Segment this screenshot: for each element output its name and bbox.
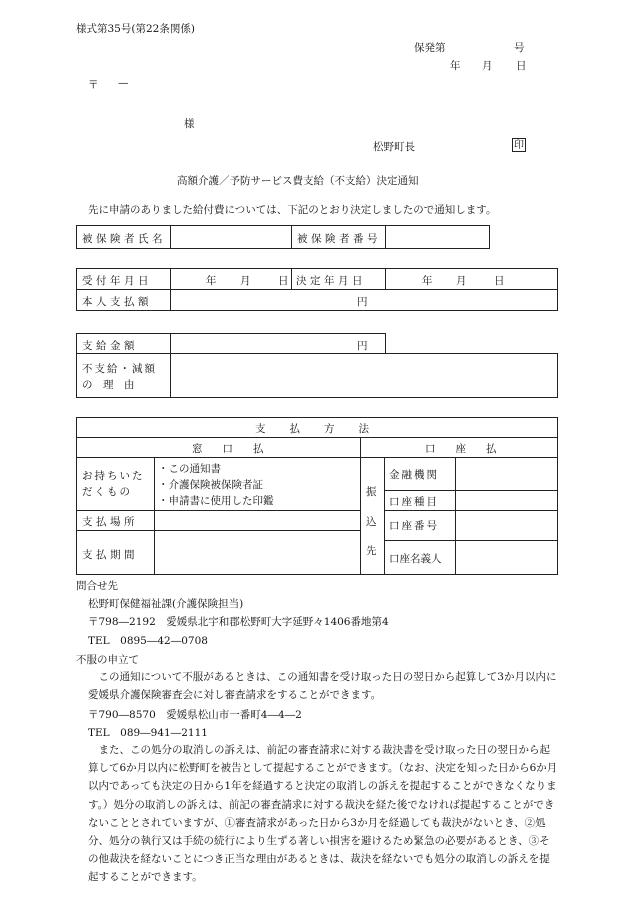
date-year: 年 (450, 60, 461, 72)
intro-text: 先に申請のありました給付費については、下記のとおり決定しましたので通知します。 (88, 204, 497, 216)
payment-place-label: 支払場所 (82, 516, 138, 528)
doc-number-prefix: 保発第 (414, 42, 446, 54)
payment-amount-label: 支給金額 (82, 340, 138, 352)
transfer-char: 振 (366, 486, 377, 498)
required-item: ・この通知書 (158, 463, 221, 475)
account-payment-header: 口座払 (425, 443, 517, 455)
reason-label-line2: の 理 由 (82, 379, 135, 391)
reason-label-line1: 不支給・減額 (82, 363, 157, 375)
seal-mark: 印 (514, 140, 524, 151)
items-label-line2: だくもの (82, 486, 132, 498)
account-number-label: 口座番号 (389, 520, 439, 532)
appeal-tel: TEL 089―941―2111 (88, 727, 208, 739)
appeal-heading: 不服の申立て (76, 654, 139, 666)
postal-dash: — (118, 77, 129, 89)
contact-dept: 松野町保健福祉課(介護保険担当) (88, 598, 244, 610)
contact-heading: 問合せ先 (76, 580, 118, 592)
decision-year: 年 (422, 275, 433, 287)
required-item: ・申請書に使用した印鑑 (158, 495, 274, 507)
required-item: ・介護保険被保険者証 (158, 479, 263, 491)
account-holder-label: 口座名義人 (389, 553, 442, 565)
appeal-address: 〒790―8570 愛媛県松山市一番町4―4―2 (88, 709, 302, 721)
bank-label: 金融機関 (389, 469, 439, 481)
items-label-line1: お持ちいた (82, 470, 145, 482)
doc-number-suffix: 号 (514, 42, 525, 54)
contact-tel: TEL 0895―42―0708 (88, 635, 208, 647)
received-year: 年 (206, 275, 217, 287)
decision-month: 月 (456, 275, 467, 287)
payment-amount-yen: 円 (357, 340, 368, 352)
payment-method-header: 支払方法 (255, 423, 393, 435)
contact-address: 〒798―2192 愛媛県北宇和郡松野町大字延野々1406番地第4 (88, 616, 389, 628)
account-type-label: 口座種目 (389, 496, 439, 508)
received-month: 月 (240, 275, 251, 287)
insured-name-label: 被保険者氏名 (82, 233, 166, 245)
decision-day: 日 (494, 275, 505, 287)
payment-period-label: 支払期間 (82, 549, 138, 561)
insured-number-label: 被保険者番号 (297, 233, 381, 245)
self-paid-yen: 円 (357, 296, 368, 308)
received-date-label: 受付年月日 (82, 275, 152, 287)
issuer: 松野町長 (373, 141, 415, 153)
counter-payment-header: 窓口払 (192, 443, 284, 455)
date-month: 月 (482, 60, 493, 72)
received-day: 日 (278, 275, 289, 287)
addressee-suffix: 様 (184, 118, 195, 130)
decision-date-label: 決定年月日 (296, 275, 366, 287)
self-paid-label: 本人支払額 (82, 296, 152, 308)
transfer-char: 先 (366, 545, 377, 557)
document-title: 高額介護／予防サービス費支給（不支給）決定通知 (177, 175, 419, 187)
form-number: 様式第35号(第22条関係) (76, 23, 195, 35)
transfer-char: 込 (366, 516, 377, 528)
appeal-paragraph-2: また、この処分の取消しの訴えは、前記の審査請求に対する裁決書を受け取った日の翌日から起算して6か月以内に松野町を被告として提起することができます。（なお、決定を知った日から6か月以内であっても決定の日から1年を経過すると決定の取消しの訴えを提起することができなくなります。）処分の取消しの訴えは、前記の審査請求に対する裁決を経た後でなければ提起することができないこととされていますが、①審査請求があった日から3か月を経過しても裁決がないとき、②処分、処分の執行又は手続の続行により生ずる著しい損害を避けるため緊急の必要があるとき、③その他裁決を経ないことにつき正当な理由があるときは、裁決を経ないでも処分の取消しの訴えを提起することができます。 (88, 744, 558, 884)
postal-mark: 〒 (88, 79, 99, 91)
appeal-paragraph-1: この通知について不服があるときは、この通知書を受け取った日の翌日から起算して3か月以内に愛媛県介護保険審査会に対し審査請求をすることができます。 (88, 671, 557, 702)
date-day: 日 (516, 60, 527, 72)
